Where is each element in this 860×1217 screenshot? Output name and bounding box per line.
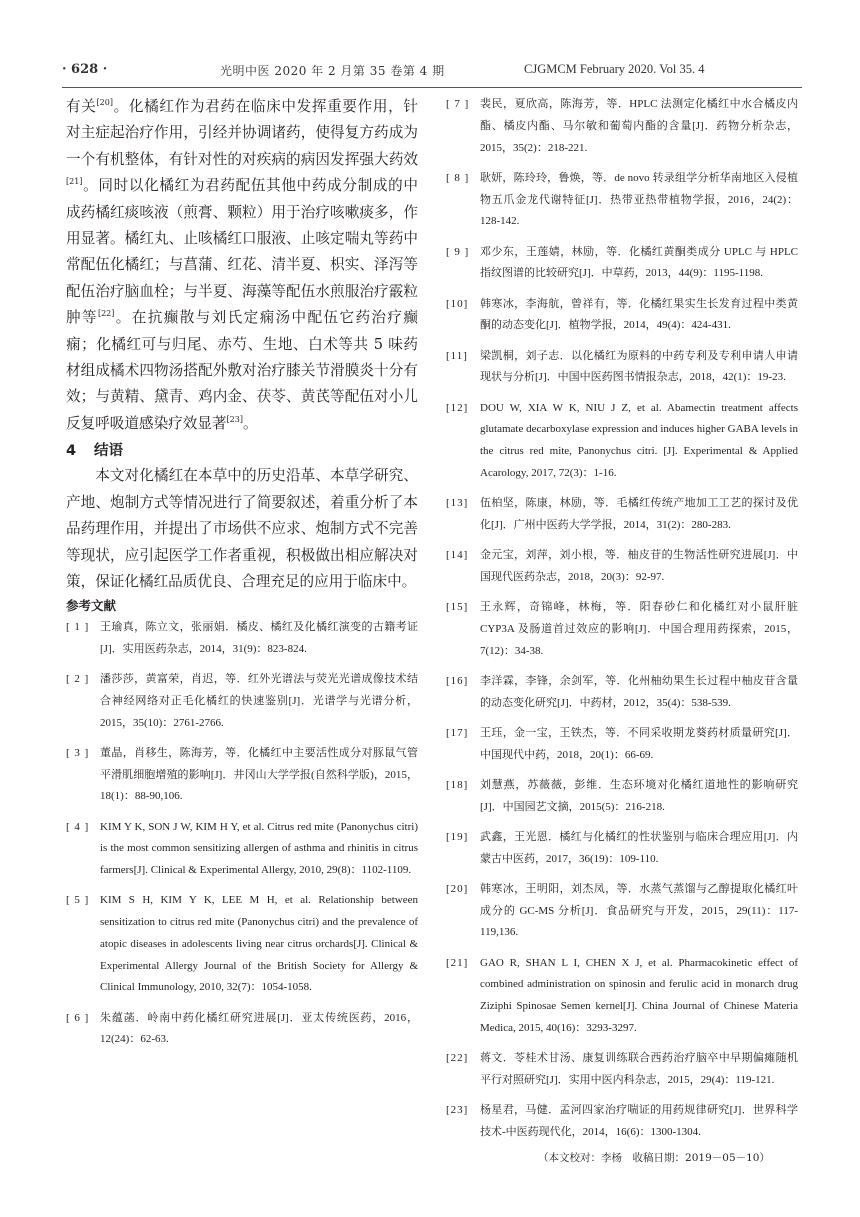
reference-number: [21] xyxy=(446,956,469,969)
reference-number: [ 3 ] xyxy=(66,746,90,759)
reference-text: 韩寒冰，李海航，曾祥有，等．化橘红果实生长发育过程中类黄酮的动态变化[J]．植物学报，2014，49(4)：424-431. xyxy=(480,297,798,332)
reference-number: [ 2 ] xyxy=(66,673,90,686)
right-column xyxy=(446,94,798,1168)
reference-item xyxy=(446,879,798,944)
body-text: 。化橘红作为君药在临床中发挥重要作用，针对主症起治疗作用，引经并协调诸药，使得复方药成为一个有机整体，有针对性的对疾病的病因发挥强大药效 xyxy=(66,98,418,168)
reference-item xyxy=(446,168,798,233)
reference-number: [13] xyxy=(446,497,469,510)
reference-text: 梁凯桐，刘子志．以化橘红为原料的中药专利及专利申请人申请现状与分析[J]．中国中医药图书情报杂志，2018，42(1)：19-23. xyxy=(480,349,798,384)
reference-item xyxy=(66,669,418,734)
reference-text: 耿妍，陈玲玲，鲁焕，等．de novo 转录组学分析华南地区入侵植物五爪金龙代谢特征[J]．热带亚热带植物学报，2016，24(2)：128-142. xyxy=(480,171,798,228)
left-column xyxy=(66,94,418,1059)
reference-number: [17] xyxy=(446,726,469,739)
reference-item xyxy=(446,723,798,767)
reference-number: [ 9 ] xyxy=(446,245,470,258)
reference-text: 伍柏坚，陈康，林励，等．毛橘红传统产地加工工艺的探讨及优化[J]．广州中医药大学学报，2014，31(2)：280-283. xyxy=(480,497,798,531)
reference-item xyxy=(66,817,418,882)
citation-21: [21] xyxy=(66,177,83,187)
reference-text: 王瑜真，陈立文，张丽娟．橘皮、橘红及化橘红演变的古籍考证[J]．实用医药杂志，2014，31(9)：823-824. xyxy=(100,621,418,656)
journal-title-en: CJGMCM February 2020. Vol 35. 4 xyxy=(524,62,705,76)
proof-note: （本文校对：李杨 收稿日期：2019－05－10） xyxy=(538,1152,770,1165)
reference-item xyxy=(446,597,798,662)
body-paragraph-2: 本文对化橘红在本草中的历史沿革、本草学研究、产地、炮制方式等情况进行了简要叙述，着重分析了本品药理作用，并提出了市场供不应求、炮制方式不完善等现状，应引起医学工作者重视，积极做出相应解决对策，保证化橘红品质优良、合理充足的应用于临床中。 xyxy=(66,467,418,590)
reference-number: [ 4 ] xyxy=(66,820,90,833)
body-text: 。在抗癫散与刘氏定痫汤中配伍它药治疗癫痫；化橘红可与归尾、赤芍、生地、白术等共 5 味药材组成橘术四物汤搭配外敷对治疗膝关节滑膜炎十分有效；与黄精、黛青、鸡内金、茯苓、黄芪等配伍对小儿反复呼吸道感染疗效显著 xyxy=(66,309,418,432)
reference-number: [16] xyxy=(446,674,469,687)
reference-list-right xyxy=(446,94,798,1144)
reference-text: 武鑫，王光恩．橘红与化橘红的性状鉴别与临床合理应用[J]．内蒙古中医药，2017，36(19)：109-110. xyxy=(480,830,798,865)
reference-number: [ 5 ] xyxy=(66,894,90,907)
reference-number: [22] xyxy=(446,1052,469,1065)
journal-title: 光明中医 2020 年 2 月第 35 卷第 4 期 xyxy=(220,64,445,78)
page-header xyxy=(62,62,802,82)
header-rule xyxy=(62,87,802,88)
reference-text: 潘莎莎，黄富荣，肖迟，等．红外光谱法与荧光光谱成像技术结合神经网络对正毛化橘红的快速鉴别[J]．光谱学与光谱分析，2015，35(10)：2761-2766. xyxy=(100,673,418,729)
reference-item xyxy=(446,493,798,537)
body-text: 有关 xyxy=(66,98,97,115)
reference-item xyxy=(446,671,798,715)
citation-23: [23] xyxy=(226,415,243,425)
reference-item xyxy=(446,775,798,819)
reference-item xyxy=(446,1100,798,1144)
reference-text: 蒋文．苓桂术甘汤、康复训练联合西药治疗脑卒中早期偏瘫随机平行对照研究[J]．实用中医内科杂志，2015，29(4)：119-121. xyxy=(480,1052,798,1086)
reference-number: [15] xyxy=(446,601,469,614)
reference-number: [10] xyxy=(446,297,469,310)
reference-item xyxy=(446,94,798,159)
reference-number: [23] xyxy=(446,1104,469,1117)
section-heading xyxy=(66,439,418,463)
body-paragraph-1 xyxy=(66,94,418,437)
reference-number: [19] xyxy=(446,830,469,843)
reference-text: 李洋霖，李锋，余剑军，等．化州柚幼果生长过程中柚皮苷含量的动态变化研究[J]．中药材，2012，35(4)：538-539. xyxy=(480,674,798,709)
reference-item xyxy=(446,953,798,1040)
reference-item xyxy=(66,617,418,661)
reference-number: [20] xyxy=(446,882,469,895)
reference-text: 裴民，夏欣高，陈海芳，等．HPLC 法测定化橘红中水合橘皮内酯、橘皮内酯、马尔敏和葡萄内酯的含量[J]．药物分析杂志，2015，35(2)：218-221. xyxy=(480,98,798,154)
reference-item xyxy=(446,827,798,871)
reference-text: 刘慧燕，苏薇薇，彭维．生态环境对化橘红道地性的影响研究[J]．中国园艺文摘，2015(5)：216-218. xyxy=(480,778,798,813)
reference-text: 王珏，金一宝，王铁杰，等．不同采收期龙葵药材质量研究[J]．中国现代中药，2018，20(1)：66-69. xyxy=(480,726,798,761)
reference-item xyxy=(446,242,798,286)
body-text: 。同时以化橘红为君药配伍其他中药成分制成的中成药橘红痰咳液（煎膏、颗粒）用于治疗咳嗽痰多，作用显著。橘红丸、止咳橘红口服液、止咳定喘丸等药中常配伍化橘红；与菖蒲、红花、清半夏、枳实、泽泻等配伍治疗脑血栓；与半夏、海藻等配伍水煎服治疗霰粒肿等 xyxy=(66,177,418,327)
references-heading: 参考文献 xyxy=(66,598,117,614)
citation-20: [20] xyxy=(96,98,113,108)
reference-text: 杨星君，马健．孟河四家治疗喘证的用药规律研究[J]．世界科学技术-中医药现代化，2014，16(6)：1300-1304. xyxy=(480,1104,798,1138)
reference-number: [ 8 ] xyxy=(446,171,470,184)
reference-item xyxy=(446,346,798,390)
reference-list-left xyxy=(66,617,418,1051)
reference-item xyxy=(446,294,798,338)
reference-item xyxy=(446,1048,798,1092)
reference-text: 董晶，肖移生，陈海芳，等．化橘红中主要活性成分对豚鼠气管平滑肌细胞增殖的影响[J]．井冈山大学学报(自然科学版)，2015，18(1)：88-90,106. xyxy=(100,746,418,803)
reference-text: KIM S H, KIM Y K, LEE M H, et al. Relationship between sensitization to citrus red mite (Panonychus citri) and the prevalence of atopic diseases in adolescents living near citrus orchards[J]. Clinical & Experimental Allergy Journal of the British Society for Allergy & Clinical Immunology, 2010, 32(7)：1054-1058. xyxy=(100,894,418,994)
reference-text: 朱蕴菡．岭南中药化橘红研究进展[J]．亚太传统医药，2016，12(24)：62-63. xyxy=(100,1011,418,1046)
reference-number: [18] xyxy=(446,778,469,791)
reference-text: 韩寒冰，王明阳，刘杰凤，等．水蒸气蒸馏与乙醇提取化橘红叶成分的 GC-MS 分析[J]．食品研究与开发，2015，29(11)：117-119,136. xyxy=(480,882,798,939)
reference-number: [ 7 ] xyxy=(446,98,470,110)
reference-number: [14] xyxy=(446,549,469,562)
reference-text: GAO R, SHAN L I, CHEN X J, et al. Pharmacokinetic effect of combined administration on spinosin and ferulic acid in monarch drug Ziziphi Spinosae Semen kernel[J]. China Journal of Chinese Materia Medica, 2015, 40(16)：3293-3297. xyxy=(480,956,798,1034)
reference-number: [11] xyxy=(446,349,468,362)
reference-text: 邓少东，王莲婧，林励，等．化橘红黄酮类成分 UPLC 与 HPLC 指纹图谱的比较研究[J]．中草药，2013，44(9)：1195-1198. xyxy=(480,245,798,280)
reference-item xyxy=(66,1008,418,1052)
section-title: 结语 xyxy=(94,443,123,460)
reference-item xyxy=(66,890,418,999)
reference-text: KIM Y K, SON J W, KIM H Y, et al. Citrus red mite (Panonychus citri) is the most common sensitizing allergen of asthma and rhinitis in citrus farmers[J]. Clinical & Experimental Allergy, 2010, 29(8)：1102-1109. xyxy=(100,820,418,877)
body-text: 。 xyxy=(242,414,258,432)
reference-number: [12] xyxy=(446,401,469,414)
reference-item xyxy=(446,545,798,589)
page-number: · 628 · xyxy=(62,62,108,77)
reference-item xyxy=(446,398,798,485)
reference-number: [ 6 ] xyxy=(66,1011,90,1024)
citation-22: [22] xyxy=(97,309,115,319)
reference-number: [ 1 ] xyxy=(66,621,90,634)
reference-item xyxy=(66,743,418,808)
reference-text: DOU W, XIA W K, NIU J Z, et al. Abamectin treatment affects glutamate decarboxylase expression and induces higher GABA levels in the citrus red mite, Panonychus citri. [J]. Experimental & Applied Acarology, 2017, 72(3)：1-16. xyxy=(480,401,798,479)
section-number: 4 xyxy=(66,443,77,460)
reference-text: 金元宝，刘萍，刘小根，等．柚皮苷的生物活性研究进展[J]．中国现代医药杂志，2018，20(3)：92-97. xyxy=(480,549,798,583)
reference-text: 王永辉，奇锦峰，林梅，等．阳春砂仁和化橘红对小鼠肝脏 CYP3A 及肠道首过效应的影响[J]．中国合理用药探索，2015，7(12)：34-38. xyxy=(480,601,798,657)
